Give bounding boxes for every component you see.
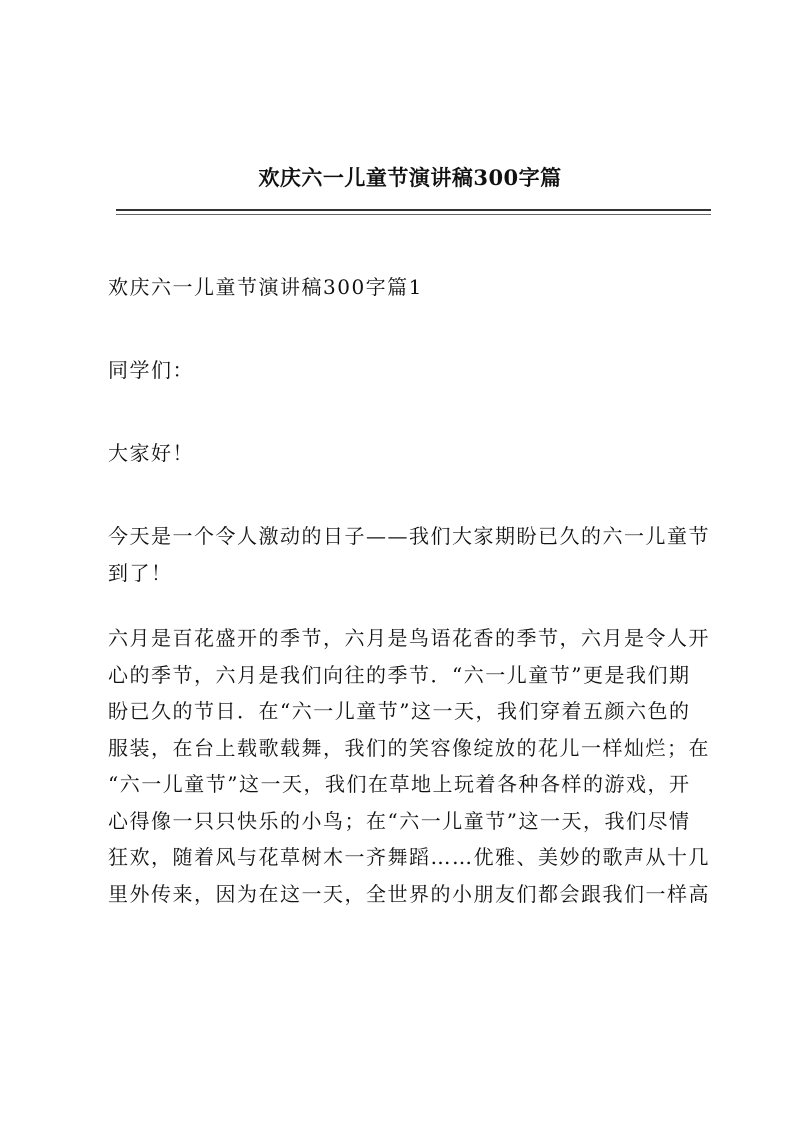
body-paragraph-1: 今天是一个令人激动的日子——我们大家期盼已久的六一儿童节 到了！	[108, 524, 710, 585]
document-title: 欢庆六一儿童节演讲稿300字篇	[258, 165, 562, 190]
title-divider	[116, 209, 711, 211]
salutation-text: 大家好！	[108, 441, 194, 465]
title-divider-thin	[116, 214, 711, 215]
greeting-text: 同学们：	[108, 358, 194, 382]
body-paragraph-2: 六月是百花盛开的季节，六月是鸟语花香的季节，六月是令人开 心的季节，六月是我们向往的季节．“六一儿童节”更是我们期 盼已久的节日．在“六一儿童节”这一天，我们穿着五颜六色的 服装，在台上载歌载舞，我们的笑容像绽放的花儿一样灿烂；在 “六一儿童节”这一天，我们在草地上玩着各种各样的游戏，开 心得像一只只快乐的小鸟；在“六一儿童节”这一天，我们尽情 狂欢，随着风与花草树木一齐舞蹈……优雅、美妙的歌声从十几 里外传来，因为在这一天，全世界的小朋友们都会跟我们一样高	[108, 626, 710, 906]
section-heading: 欢庆六一儿童节演讲稿300字篇1	[108, 275, 423, 299]
